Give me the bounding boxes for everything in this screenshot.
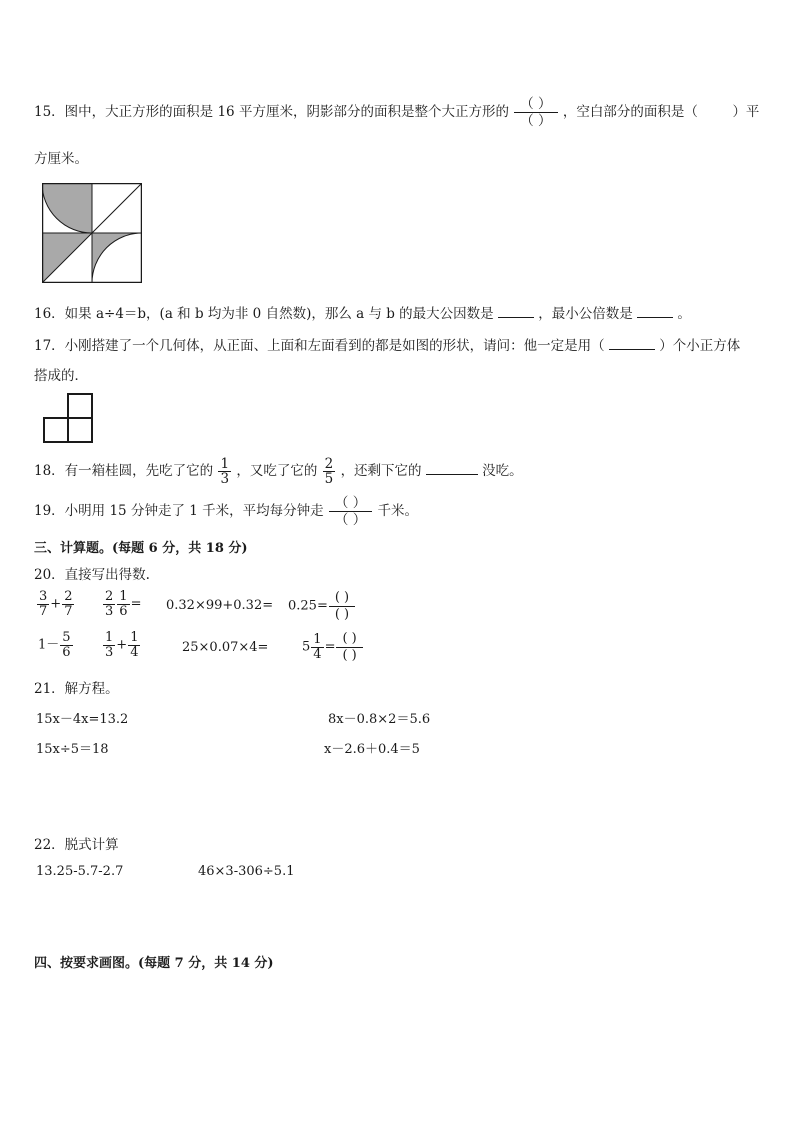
question-15-line1: [34, 96, 759, 129]
q20-e1-d1: 7: [39, 603, 48, 619]
q22-expression-2: 46×3-306÷5.1: [198, 864, 295, 879]
q19-text-b: 千米。: [377, 503, 419, 520]
q20-e8-eq: =: [324, 639, 336, 655]
q20-e6-n2: 1: [130, 630, 139, 645]
question-21-title: 21．解方程。: [34, 681, 119, 697]
q20-e4-den: ( ): [329, 606, 355, 623]
q17-blank: [609, 349, 655, 350]
q18-text-a: 18．有一箱桂圆，先吃了它的: [34, 463, 214, 480]
q18-text-b: ，又吃了它的: [236, 463, 318, 480]
q18-fraction-2: [323, 457, 336, 486]
q20-e1-n2: 2: [64, 589, 73, 604]
q20-e8-d1: 4: [313, 646, 322, 662]
q16-blank-gcd: [498, 317, 534, 318]
question-22-title: 22．脱式计算: [34, 837, 119, 853]
q20-e8-num: ( ): [342, 631, 357, 646]
q20-expr-7: 25×0.07×4=: [182, 640, 269, 655]
q20-e4-lhs: 0.25=: [288, 598, 328, 614]
q15-frac-den: （ ）: [514, 112, 557, 129]
question-18: [34, 457, 523, 486]
q20-e2-d1: 3: [105, 603, 114, 619]
q20-e6-d1: 3: [105, 644, 114, 660]
question-20-title: 20．直接写出得数.: [34, 567, 150, 583]
q15-square-figure: [42, 183, 142, 283]
q20-expr-1: [36, 590, 75, 618]
q20-e8-n1: 1: [313, 632, 322, 647]
q18-frac2-num: 2: [324, 456, 334, 472]
q15-frac-num: （ ）: [520, 96, 552, 112]
q15-text-b: ，空白部分的面积是（: [562, 104, 698, 121]
q17-text-a: 17．小刚搭建了一个几何体，从正面、上面和左面看到的都是如图的形状，请问：他一定是用（: [34, 338, 605, 354]
q20-e6-d2: 4: [130, 644, 139, 660]
q20-e2-d2: 6: [119, 603, 128, 619]
q18-frac1-den: 3: [220, 471, 230, 488]
q19-frac-den: （ ）: [329, 511, 372, 528]
q16-text-b: ，最小公倍数是: [538, 306, 633, 322]
section-3-title: 三、计算题。(每题 6 分，共 18 分): [34, 541, 248, 556]
q20-e2-eq: =: [130, 596, 142, 612]
q20-expr-6: [102, 631, 141, 659]
q20-e1-n1: 3: [39, 589, 48, 604]
q22-expression-1: 13.25-5.7-2.7: [36, 864, 124, 879]
q19-fraction: [329, 495, 372, 528]
q15-text-a: 15．图中，大正方形的面积是 16 平方厘米，阴影部分的面积是整个大正方形的: [34, 104, 509, 121]
q20-expr-5: [38, 631, 74, 659]
q20-e5-den: 6: [62, 644, 71, 660]
section-4-title: 四、按要求画图。(每题 7 分，共 14 分): [34, 956, 274, 971]
q20-e8-den: ( ): [336, 647, 362, 664]
q16-blank-lcm: [637, 317, 673, 318]
q18-blank: [426, 474, 478, 475]
q16-text-a: 16．如果 a÷4＝b，(a 和 b 均为非 0 自然数)，那么 a 与 b 的最大公因数是: [34, 306, 494, 322]
q20-expr-8: [302, 631, 364, 663]
q15-fraction: [514, 96, 557, 129]
q20-expr-2: [102, 590, 141, 618]
question-16: [34, 302, 691, 322]
q20-e8-whole: 5: [302, 639, 311, 655]
q16-text-c: 。: [677, 306, 691, 322]
question-15-line2: 方厘米。: [34, 151, 88, 167]
q21-equation-3: 15x÷5＝18: [36, 742, 109, 757]
q20-e2-n2: 1: [119, 589, 128, 604]
q20-e5-num: 5: [62, 630, 71, 645]
q21-equation-2: 8x－0.8×2＝5.6: [328, 712, 431, 727]
q15-text-c: ）平: [732, 104, 760, 121]
question-19: [34, 495, 418, 528]
question-17-line1: [34, 334, 740, 354]
q18-text-d: 没吃。: [482, 463, 523, 480]
q21-equation-1: 15x－4x=13.2: [36, 712, 129, 727]
q18-text-c: ，还剩下它的: [340, 463, 422, 480]
q17-cube-view-figure: [43, 393, 95, 443]
q20-e2-n1: 2: [105, 589, 114, 604]
q20-e1-op: +: [50, 596, 62, 612]
q20-expr-3: 0.32×99+0.32=: [166, 598, 274, 613]
q19-text-a: 19．小明用 15 分钟走了 1 千米，平均每分钟走: [34, 503, 324, 520]
q20-e4-num: ( ): [334, 590, 350, 605]
q20-e6-n1: 1: [105, 630, 114, 645]
q21-equation-4: x－2.6＋0.4＝5: [324, 742, 420, 757]
q20-expr-4: [288, 590, 356, 622]
q18-frac1-num: 1: [220, 456, 230, 472]
q18-frac2-den: 5: [324, 471, 334, 488]
q18-fraction-1: [218, 457, 231, 486]
q17-text-b: ）个小正方体: [659, 338, 741, 354]
q19-frac-num: （ ）: [334, 495, 367, 511]
q20-e6-op: +: [116, 637, 128, 653]
question-17-line2: 搭成的．: [34, 368, 88, 384]
q20-e5-lhs: 1－: [38, 637, 60, 653]
q20-e1-d2: 7: [64, 603, 73, 619]
